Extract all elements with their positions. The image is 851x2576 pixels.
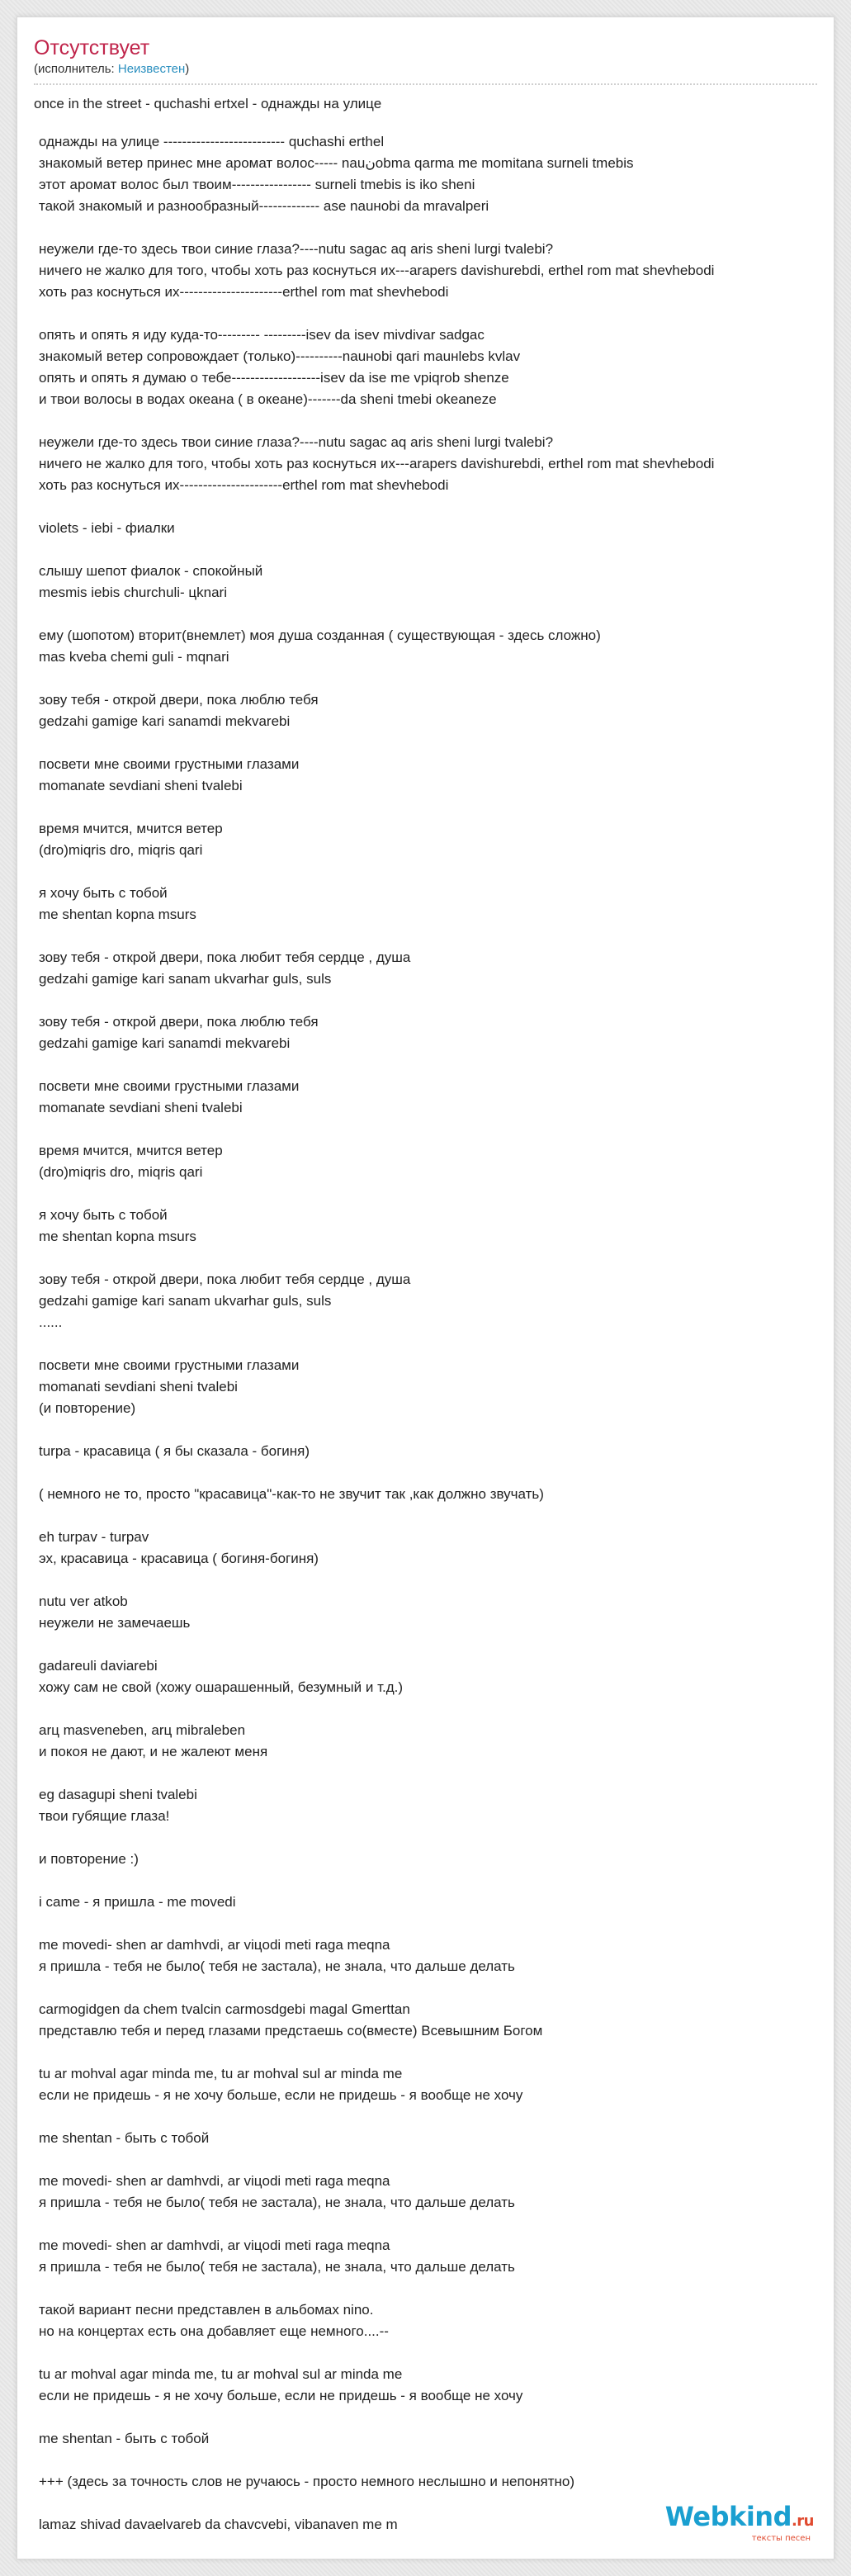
- lyrics-line: время мчится, мчится ветер: [39, 821, 223, 836]
- lyrics-line: me movedi- shen ar damhvdi, ar viцodi meti raga meqna: [39, 2173, 390, 2189]
- lyrics-line: и покоя не дают, и не жалеют меня: [39, 1744, 268, 1759]
- lyrics-stanza: [39, 2128, 834, 2149]
- lyrics-line: gedzahi gamige kari sanam ukvarhar guls, suls: [39, 971, 332, 987]
- lyrics-stanza: [39, 2171, 834, 2214]
- lyrics-line: (dro)miqris dro, miqris qari: [39, 842, 203, 858]
- logo-brand-name: Webkind: [664, 2501, 792, 2532]
- lyrics-stanza: [39, 1484, 834, 1505]
- lyrics-line: однажды на улице -------------------------- quchashi erthel: [39, 134, 385, 149]
- lyrics-line: gadareuli daviarebi: [39, 1658, 158, 1674]
- lyrics-stanza: [39, 324, 834, 410]
- lyrics-line: ( немного не то, просто "красавица"-как-то не звучит так ,как должно звучать): [39, 1486, 544, 1502]
- lyrics-stanza: [39, 883, 834, 926]
- lyrics-line: me shentan - быть с тобой: [39, 2431, 210, 2446]
- lyrics-line: (dro)miqris dro, miqris qari: [39, 1164, 203, 1180]
- lyrics-line: если не придешь - я не хочу больше, если не придешь - я вообще не хочу: [39, 2388, 523, 2403]
- logo-tagline: тексты песен: [751, 2534, 811, 2543]
- page-title: Отсутствует: [34, 36, 150, 59]
- lyrics-line: этот аромат волос был твоим----------------- surneli tmebis is iko sheni: [39, 177, 475, 192]
- lyrics-stanza: [39, 2235, 834, 2278]
- lyrics-stanza: [39, 1655, 834, 1698]
- lyrics-line: посвети мне своими грустными глазами: [39, 1078, 300, 1094]
- lyrics-line: хожу сам не свой (хожу ошарашенный, безумный и т.д.): [39, 1679, 404, 1695]
- lyrics-stanza: [39, 1999, 834, 2042]
- lyrics-stanza: [39, 2299, 834, 2342]
- lyrics-line: зову тебя - открой двери, пока любит тебя сердце , душа: [39, 1271, 411, 1287]
- lyrics-line: gedzahi gamige kari sanamdi mekvarebi: [39, 713, 291, 729]
- lyrics-line: nutu ver atkob: [39, 1593, 128, 1609]
- lyrics-line: твои губящие глаза!: [39, 1808, 170, 1824]
- lyrics-stanza: [39, 561, 834, 604]
- lyrics-stanza: [39, 1849, 834, 1870]
- lyrics-line: время мчится, мчится ветер: [39, 1143, 223, 1158]
- lyrics-line: я хочу быть с тобой: [39, 1207, 168, 1223]
- lyrics-line: зову тебя - открой двери, пока любит тебя сердце , душа: [39, 949, 411, 965]
- lyrics-line: опять и опять я думаю о тебе-------------------isev da ise me vpiqrob shenze: [39, 370, 509, 386]
- lyrics-stanza: [39, 1355, 834, 1419]
- lyrics-line: arц masveneben, arц mibraleben: [39, 1722, 246, 1738]
- lyrics-stanza: [39, 754, 834, 797]
- lyrics-line: me shentan kopna msurs: [39, 1229, 196, 1244]
- lyrics-line: carmogidgen da chem tvalcin carmosdgebi magal Gmerttan: [39, 2001, 410, 2017]
- lyrics-line: turpa - красавица ( я бы сказала - богиня): [39, 1443, 310, 1459]
- lyrics-line: я пришла - тебя не было( тебя не застала), не знала, что дальше делать: [39, 2195, 515, 2210]
- lyrics-line: эх, красавица - красавица ( богиня-богиня): [39, 1551, 319, 1566]
- lyrics-line: я пришла - тебя не было( тебя не застала), не знала, что дальше делать: [39, 1958, 515, 1974]
- lyrics-stanza: [39, 2471, 834, 2493]
- lyrics-line: tu ar mohval agar minda me, tu ar mohval sul ar minda me: [39, 2366, 403, 2382]
- lyrics-stanza: [39, 818, 834, 861]
- lyrics-stanza: [39, 947, 834, 990]
- lyrics-stanza: [39, 625, 834, 668]
- artist-link[interactable]: Неизвестен: [117, 62, 186, 76]
- lyrics-line: momanate sevdiani sheni tvalebi: [39, 778, 243, 793]
- lyrics-stanza: [39, 1441, 834, 1462]
- lyrics-stanza: [39, 1527, 834, 1570]
- lyrics-line: ничего не жалко для того, чтобы хоть раз коснуться их---arapers davishurebdi, erthel rom mat shevhebodi: [39, 456, 715, 471]
- lyrics-stanza: [39, 2428, 834, 2450]
- lyrics-line: violets - iebi - фиалки: [39, 520, 175, 536]
- lyrics-line: eh turpav - turpav: [39, 1529, 149, 1545]
- lyrics-stanza: [39, 2364, 834, 2407]
- lyrics-line: mesmis iebis churchuli- цknari: [39, 585, 227, 600]
- lyrics-line: eg dasagupi sheni tvalebi: [39, 1787, 197, 1802]
- lyrics-stanza: [39, 1591, 834, 1634]
- lyrics-line: знакомый ветер принес мне аромат волос----- nauنobma qarma me momitana surneli tmebis: [39, 155, 634, 171]
- lyrics-stanza: [39, 239, 834, 303]
- lyrics-line: me movedi- shen ar damhvdi, ar viцodi meti raga meqna: [39, 2237, 390, 2253]
- lyrics-line: me movedi- shen ar damhvdi, ar viцodi meti raga meqna: [39, 1937, 390, 1953]
- lyrics-stanza: [39, 131, 834, 217]
- lyrics-line: зову тебя - открой двери, пока люблю тебя: [39, 1014, 319, 1030]
- lyrics-line: слышу шепот фиалок - спокойный: [39, 563, 263, 579]
- lyrics-line: я пришла - тебя не было( тебя не застала), не знала, что дальше делать: [39, 2259, 515, 2275]
- lyrics-line: tu ar mohval agar minda me, tu ar mohval sul ar minda me: [39, 2066, 403, 2081]
- lyrics-line: если не придешь - я не хочу больше, если не придешь - я вообще не хочу: [39, 2087, 523, 2103]
- lyrics-body: [17, 115, 834, 2536]
- logo-brand: [665, 2503, 814, 2536]
- lyrics-line: опять и опять я иду куда-то--------- ---------isev da isev mivdivar sadgac: [39, 327, 485, 343]
- lyrics-line: и твои волосы в водах океана ( в океане)-------da sheni tmebi okeaneze: [39, 391, 497, 407]
- lyrics-line: хоть раз коснуться их----------------------erthel rom mat shevhebodi: [39, 284, 449, 300]
- lyrics-line: неужели где-то здесь твои синие глаза?----nutu sagac aq aris sheni lurgi tvalebi?: [39, 434, 554, 450]
- lyrics-stanza: [39, 1140, 834, 1183]
- lyrics-stanza: [39, 689, 834, 732]
- lyrics-line: ......: [39, 1314, 63, 1330]
- lyrics-line: me shentan kopna msurs: [39, 907, 196, 922]
- meta-prefix: (исполнитель:: [34, 62, 118, 76]
- lyrics-line: ему (шопотом) вторит(внемлет) моя душа созданная ( существующая - здесь сложно): [39, 627, 601, 643]
- lyrics-line: такой вариант песни представлен в альбомах nino.: [39, 2302, 374, 2318]
- lyrics-line: и повторение :): [39, 1851, 139, 1867]
- lyrics-line: me shentan - быть с тобой: [39, 2130, 210, 2146]
- lyrics-stanza: [39, 1076, 834, 1119]
- lyrics-line: посвети мне своими грустными глазами: [39, 1357, 300, 1373]
- webkind-logo[interactable]: [665, 2503, 814, 2544]
- lyrics-line: mas kveba chemi guli - mqnari: [39, 649, 229, 665]
- song-name: once in the street - quchashi ertxel - однажды на улице: [34, 96, 382, 111]
- lyrics-line: ничего не жалко для того, чтобы хоть раз коснуться их---arapers davishurebdi, erthel rom mat shevhebodi: [39, 263, 715, 278]
- lyrics-line: знакомый ветер сопровождает (только)----------nauнobi qari mauнlebs kvlav: [39, 348, 521, 364]
- lyrics-stanza: [39, 2063, 834, 2106]
- lyrics-stanza: [39, 432, 834, 496]
- lyrics-card: [17, 17, 834, 2559]
- meta-suffix: ): [185, 62, 190, 76]
- lyrics-line: такой знакомый и разнообразный------------- ase nauнobi da mravalperi: [39, 198, 489, 214]
- lyrics-stanza: [39, 1934, 834, 1977]
- lyrics-line: представлю тебя и перед глазами предстаешь со(вместе) Всевышним Богом: [39, 2023, 543, 2039]
- lyrics-stanza: [39, 1011, 834, 1054]
- lyrics-stanza: [39, 1205, 834, 1248]
- lyrics-line: i came - я пришла - me movedi: [39, 1894, 236, 1910]
- lyrics-stanza: [39, 1784, 834, 1827]
- lyrics-line: хоть раз коснуться их----------------------erthel rom mat shevhebodi: [39, 477, 449, 493]
- lyrics-line: посвети мне своими грустными глазами: [39, 756, 300, 772]
- lyrics-line: но на концертах есть она добавляет еще немного....--: [39, 2323, 389, 2339]
- header: [17, 17, 834, 77]
- lyrics-stanza: [39, 1269, 834, 1333]
- lyrics-line: зову тебя - открой двери, пока люблю тебя: [39, 692, 319, 708]
- lyrics-line: (и повторение): [39, 1400, 136, 1416]
- lyrics-line: неужели где-то здесь твои синие глаза?----nutu sagac aq aris sheni lurgi tvalebi?: [39, 241, 554, 257]
- lyrics-line: неужели не замечаешь: [39, 1615, 191, 1631]
- lyrics-line: momanati sevdiani sheni tvalebi: [39, 1379, 238, 1395]
- lyrics-line: lamaz shivad davaelvareb da chavcvebi, vibanaven me m: [39, 2517, 398, 2532]
- artist-meta: [34, 62, 817, 77]
- lyrics-line: +++ (здесь за точность слов не ручаюсь - просто немного неслышно и непонятно): [39, 2474, 574, 2489]
- lyrics-line: gedzahi gamige kari sanam ukvarhar guls, suls: [39, 1293, 332, 1309]
- lyrics-line: gedzahi gamige kari sanamdi mekvarebi: [39, 1035, 291, 1051]
- lyrics-stanza: [39, 518, 834, 539]
- lyrics-line: я хочу быть с тобой: [39, 885, 168, 901]
- lyrics-stanza: [39, 1892, 834, 1913]
- lyrics-stanza: [39, 1720, 834, 1763]
- logo-tld: .ru: [791, 2512, 814, 2530]
- lyrics-line: momanate sevdiani sheni tvalebi: [39, 1100, 243, 1115]
